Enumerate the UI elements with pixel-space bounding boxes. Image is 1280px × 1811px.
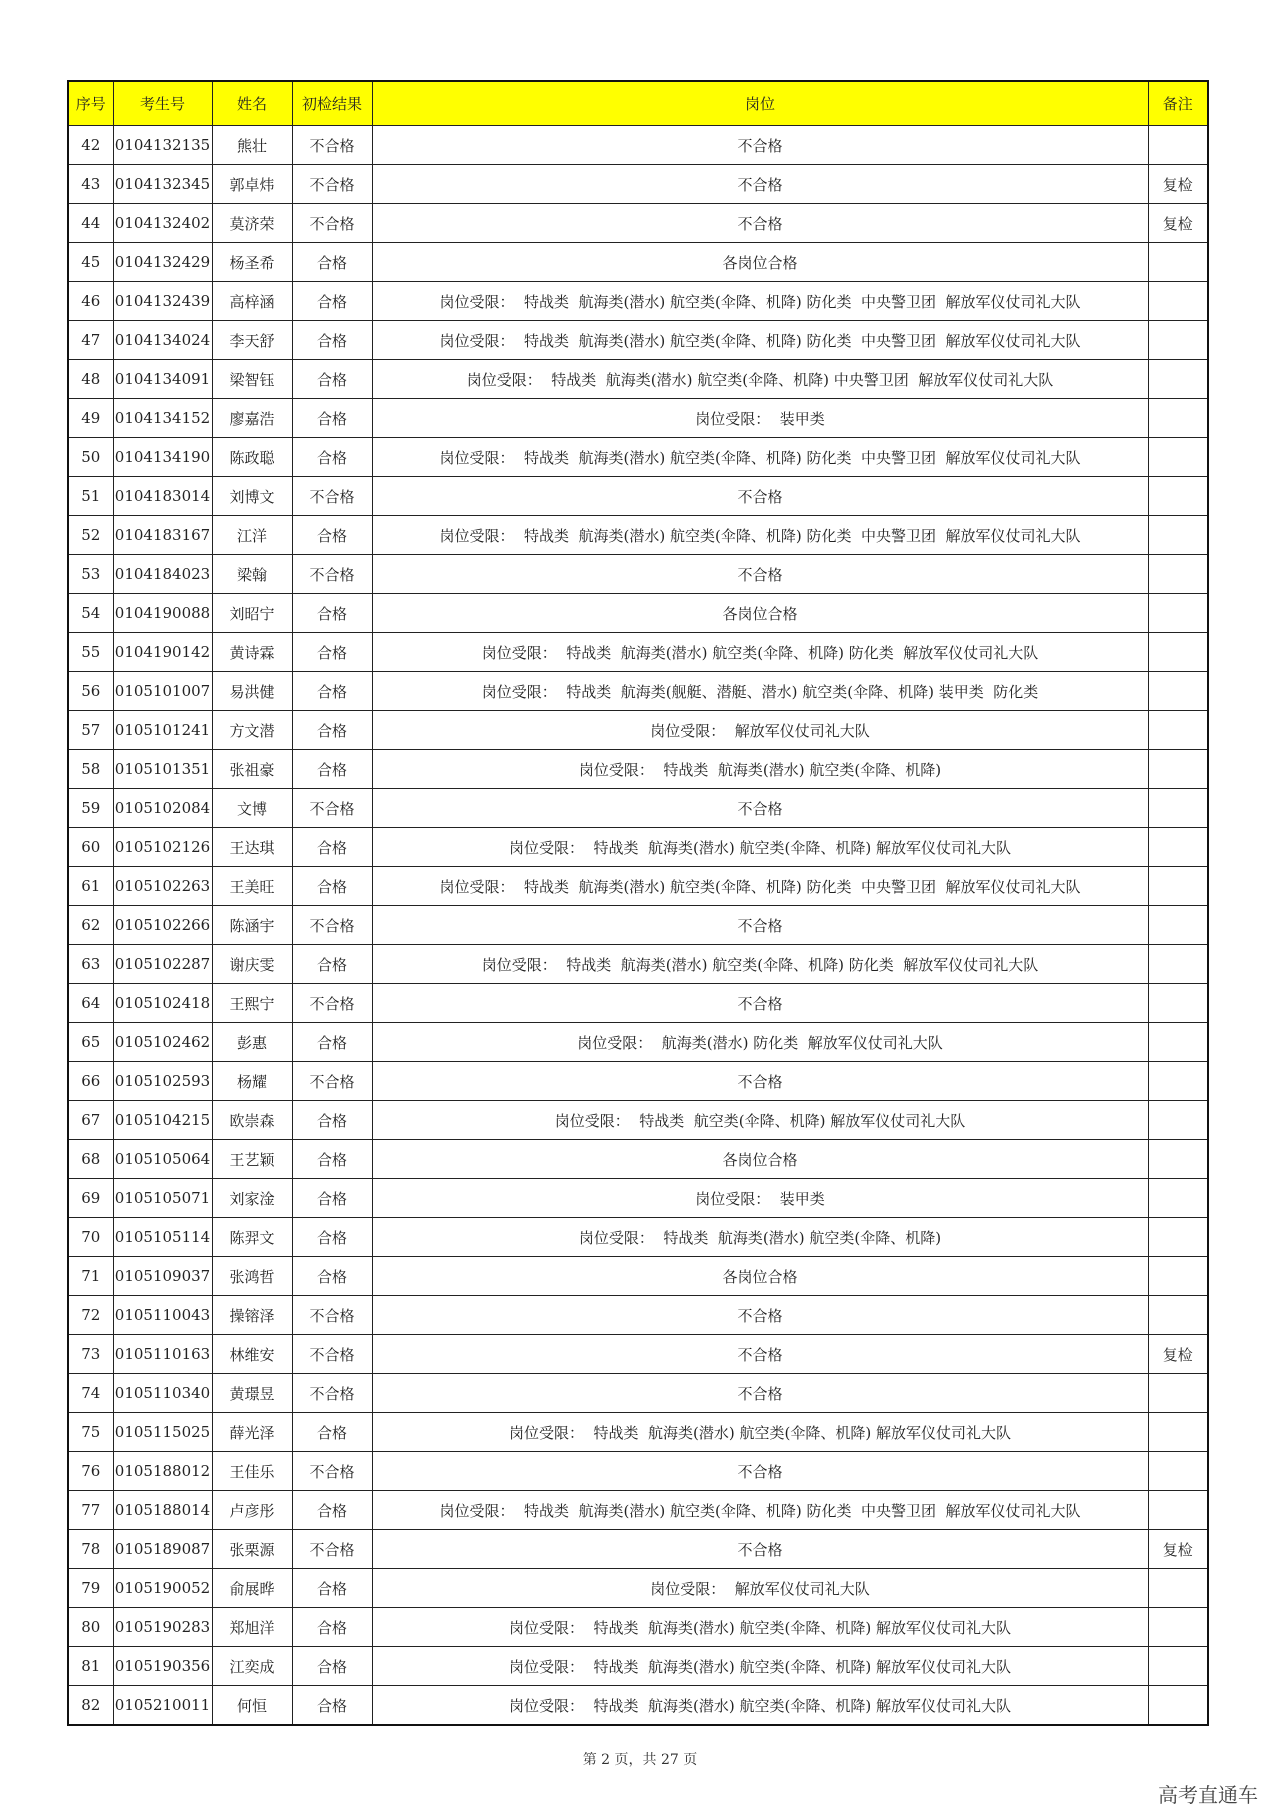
table-row [68,1647,1208,1686]
cell-remark [1148,1608,1208,1647]
cell-exam-id: 0104132429 [113,243,212,282]
table-row [68,1491,1208,1530]
cell-exam-id: 0105101351 [113,750,212,789]
table-row [68,438,1208,477]
watermark: 高考直通车 [1158,1783,1258,1807]
table-row [68,360,1208,399]
cell-exam-id: 0105101007 [113,672,212,711]
cell-remark [1148,321,1208,360]
cell-serial: 76 [68,1452,113,1491]
cell-initial-result: 不合格 [292,1374,372,1413]
cell-serial: 46 [68,282,113,321]
cell-exam-id: 0104134024 [113,321,212,360]
cell-name: 薛光泽 [212,1413,292,1452]
results-table-container [67,80,1207,1726]
header-position: 岗位 [372,81,1148,126]
cell-exam-id: 0104190142 [113,633,212,672]
table-row [68,1530,1208,1569]
cell-position: 不合格 [372,1335,1148,1374]
cell-position: 岗位受限： 特战类 航海类(潜水) 航空类(伞降、机降) 解放军仪仗司礼大队 [372,828,1148,867]
cell-name: 张鸿哲 [212,1257,292,1296]
cell-exam-id: 0104134091 [113,360,212,399]
table-row [68,1413,1208,1452]
cell-serial: 68 [68,1140,113,1179]
cell-remark: 复检 [1148,1530,1208,1569]
cell-serial: 56 [68,672,113,711]
cell-remark [1148,867,1208,906]
cell-initial-result: 合格 [292,711,372,750]
cell-serial: 55 [68,633,113,672]
cell-name: 梁翰 [212,555,292,594]
cell-position: 岗位受限： 特战类 航海类(舰艇、潜艇、潜水) 航空类(伞降、机降) 装甲类 防化类 [372,672,1148,711]
cell-exam-id: 0104184023 [113,555,212,594]
cell-exam-id: 0105102287 [113,945,212,984]
cell-name: 黄诗霖 [212,633,292,672]
cell-remark [1148,282,1208,321]
cell-serial: 53 [68,555,113,594]
table-row [68,555,1208,594]
cell-position: 不合格 [372,1062,1148,1101]
cell-initial-result: 合格 [292,1608,372,1647]
cell-position: 各岗位合格 [372,243,1148,282]
cell-position: 不合格 [372,1452,1148,1491]
cell-position: 岗位受限： 特战类 航海类(潜水) 航空类(伞降、机降) 中央警卫团 解放军仪仗司礼大队 [372,360,1148,399]
cell-remark [1148,594,1208,633]
table-row [68,1296,1208,1335]
cell-serial: 64 [68,984,113,1023]
cell-serial: 59 [68,789,113,828]
cell-initial-result: 合格 [292,750,372,789]
cell-serial: 60 [68,828,113,867]
cell-initial-result: 不合格 [292,1296,372,1335]
cell-name: 陈政聪 [212,438,292,477]
cell-name: 王达琪 [212,828,292,867]
cell-initial-result: 合格 [292,1179,372,1218]
table-row [68,1062,1208,1101]
cell-remark [1148,906,1208,945]
cell-serial: 51 [68,477,113,516]
cell-position: 不合格 [372,906,1148,945]
cell-position: 岗位受限： 解放军仪仗司礼大队 [372,1569,1148,1608]
cell-serial: 65 [68,1023,113,1062]
cell-name: 彭惠 [212,1023,292,1062]
cell-remark [1148,633,1208,672]
cell-exam-id: 0105102593 [113,1062,212,1101]
table-row [68,1140,1208,1179]
cell-name: 高梓涵 [212,282,292,321]
cell-initial-result: 不合格 [292,1452,372,1491]
cell-serial: 54 [68,594,113,633]
table-row [68,1101,1208,1140]
cell-exam-id: 0104132439 [113,282,212,321]
cell-name: 陈羿文 [212,1218,292,1257]
cell-position: 不合格 [372,165,1148,204]
cell-remark [1148,1647,1208,1686]
table-row [68,516,1208,555]
cell-name: 操镕泽 [212,1296,292,1335]
cell-initial-result: 不合格 [292,555,372,594]
cell-remark [1148,1452,1208,1491]
cell-position: 岗位受限： 特战类 航海类(潜水) 航空类(伞降、机降) 防化类 中央警卫团 解放军仪仗司礼大队 [372,282,1148,321]
header-remark: 备注 [1148,81,1208,126]
cell-initial-result: 不合格 [292,906,372,945]
cell-remark [1148,828,1208,867]
cell-exam-id: 0105102462 [113,1023,212,1062]
cell-position: 各岗位合格 [372,1140,1148,1179]
cell-initial-result: 合格 [292,516,372,555]
table-row [68,828,1208,867]
cell-remark [1148,945,1208,984]
table-row [68,711,1208,750]
table-row [68,1452,1208,1491]
cell-initial-result: 合格 [292,282,372,321]
cell-name: 谢庆雯 [212,945,292,984]
cell-serial: 48 [68,360,113,399]
cell-serial: 69 [68,1179,113,1218]
cell-exam-id: 0105210011 [113,1686,212,1726]
cell-exam-id: 0105110163 [113,1335,212,1374]
cell-name: 张祖豪 [212,750,292,789]
cell-name: 陈涵宇 [212,906,292,945]
cell-position: 岗位受限： 装甲类 [372,399,1148,438]
cell-name: 张栗源 [212,1530,292,1569]
cell-exam-id: 0105190283 [113,1608,212,1647]
cell-initial-result: 合格 [292,1569,372,1608]
cell-serial: 45 [68,243,113,282]
cell-name: 杨耀 [212,1062,292,1101]
cell-name: 方文潜 [212,711,292,750]
table-row [68,1335,1208,1374]
cell-initial-result: 合格 [292,1140,372,1179]
cell-name: 林维安 [212,1335,292,1374]
cell-position: 岗位受限： 解放军仪仗司礼大队 [372,711,1148,750]
cell-remark: 复检 [1148,165,1208,204]
cell-position: 岗位受限： 特战类 航海类(潜水) 航空类(伞降、机降) 解放军仪仗司礼大队 [372,1647,1148,1686]
cell-initial-result: 合格 [292,1257,372,1296]
cell-name: 欧崇森 [212,1101,292,1140]
cell-initial-result: 不合格 [292,789,372,828]
cell-position: 不合格 [372,204,1148,243]
table-row [68,282,1208,321]
table-row [68,204,1208,243]
table-row [68,789,1208,828]
cell-remark [1148,1062,1208,1101]
cell-initial-result: 不合格 [292,477,372,516]
cell-name: 刘博文 [212,477,292,516]
table-row [68,321,1208,360]
cell-remark [1148,672,1208,711]
cell-exam-id: 0105102418 [113,984,212,1023]
cell-remark [1148,1023,1208,1062]
table-row [68,1218,1208,1257]
cell-serial: 42 [68,126,113,165]
cell-serial: 79 [68,1569,113,1608]
cell-exam-id: 0104190088 [113,594,212,633]
cell-remark [1148,516,1208,555]
cell-exam-id: 0105105071 [113,1179,212,1218]
cell-exam-id: 0105190356 [113,1647,212,1686]
cell-serial: 71 [68,1257,113,1296]
cell-serial: 82 [68,1686,113,1726]
cell-initial-result: 合格 [292,828,372,867]
cell-name: 李天舒 [212,321,292,360]
cell-position: 岗位受限： 特战类 航海类(潜水) 航空类(伞降、机降) [372,1218,1148,1257]
table-row [68,243,1208,282]
table-row [68,1023,1208,1062]
cell-exam-id: 0105110340 [113,1374,212,1413]
cell-serial: 49 [68,399,113,438]
cell-serial: 81 [68,1647,113,1686]
header-serial: 序号 [68,81,113,126]
cell-remark [1148,1491,1208,1530]
cell-serial: 72 [68,1296,113,1335]
cell-initial-result: 不合格 [292,204,372,243]
page-number: 第 2 页，共 27 页 [582,1752,698,1768]
cell-initial-result: 合格 [292,243,372,282]
cell-serial: 78 [68,1530,113,1569]
table-row [68,984,1208,1023]
table-row [68,1179,1208,1218]
cell-name: 熊壮 [212,126,292,165]
cell-remark: 复检 [1148,204,1208,243]
cell-remark [1148,477,1208,516]
cell-serial: 75 [68,1413,113,1452]
table-row [68,906,1208,945]
table-row [68,672,1208,711]
cell-name: 杨圣希 [212,243,292,282]
cell-name: 刘昭宁 [212,594,292,633]
cell-serial: 77 [68,1491,113,1530]
table-row [68,867,1208,906]
cell-name: 王艺颖 [212,1140,292,1179]
cell-position: 岗位受限： 特战类 航海类(潜水) 航空类(伞降、机降) [372,750,1148,789]
cell-serial: 61 [68,867,113,906]
cell-exam-id: 0105102126 [113,828,212,867]
cell-position: 岗位受限： 特战类 航海类(潜水) 航空类(伞降、机降) 防化类 中央警卫团 解放军仪仗司礼大队 [372,321,1148,360]
cell-remark [1148,438,1208,477]
cell-serial: 67 [68,1101,113,1140]
cell-name: 王佳乐 [212,1452,292,1491]
cell-exam-id: 0105115025 [113,1413,212,1452]
cell-serial: 63 [68,945,113,984]
cell-position: 不合格 [372,984,1148,1023]
cell-position: 岗位受限： 特战类 航空类(伞降、机降) 解放军仪仗司礼大队 [372,1101,1148,1140]
cell-name: 郑旭洋 [212,1608,292,1647]
cell-initial-result: 不合格 [292,1530,372,1569]
cell-remark [1148,1218,1208,1257]
cell-initial-result: 合格 [292,633,372,672]
cell-serial: 62 [68,906,113,945]
cell-remark [1148,1569,1208,1608]
cell-initial-result: 不合格 [292,984,372,1023]
cell-initial-result: 合格 [292,321,372,360]
cell-serial: 43 [68,165,113,204]
cell-exam-id: 0105109037 [113,1257,212,1296]
cell-remark [1148,399,1208,438]
cell-position: 不合格 [372,1530,1148,1569]
cell-remark [1148,1374,1208,1413]
cell-remark [1148,984,1208,1023]
cell-initial-result: 合格 [292,1101,372,1140]
cell-initial-result: 不合格 [292,126,372,165]
cell-name: 莫济荣 [212,204,292,243]
cell-position: 不合格 [372,1374,1148,1413]
cell-remark [1148,1413,1208,1452]
cell-serial: 74 [68,1374,113,1413]
cell-remark [1148,711,1208,750]
header-exam-id: 考生号 [113,81,212,126]
cell-serial: 44 [68,204,113,243]
cell-exam-id: 0104134152 [113,399,212,438]
cell-serial: 52 [68,516,113,555]
cell-position: 岗位受限： 特战类 航海类(潜水) 航空类(伞降、机降) 解放军仪仗司礼大队 [372,1413,1148,1452]
cell-remark [1148,750,1208,789]
cell-initial-result: 合格 [292,1647,372,1686]
cell-name: 何恒 [212,1686,292,1726]
cell-position: 各岗位合格 [372,594,1148,633]
cell-position: 岗位受限： 特战类 航海类(潜水) 航空类(伞降、机降) 防化类 中央警卫团 解放军仪仗司礼大队 [372,1491,1148,1530]
cell-position: 岗位受限： 装甲类 [372,1179,1148,1218]
cell-serial: 57 [68,711,113,750]
cell-name: 廖嘉浩 [212,399,292,438]
cell-position: 不合格 [372,555,1148,594]
cell-remark [1148,1296,1208,1335]
cell-name: 王熙宁 [212,984,292,1023]
cell-exam-id: 0105102084 [113,789,212,828]
cell-exam-id: 0105110043 [113,1296,212,1335]
table-body [68,126,1208,1726]
cell-exam-id: 0104132345 [113,165,212,204]
cell-name: 梁智钰 [212,360,292,399]
cell-name: 王美旺 [212,867,292,906]
cell-exam-id: 0105189087 [113,1530,212,1569]
cell-serial: 50 [68,438,113,477]
cell-name: 易洪健 [212,672,292,711]
cell-remark [1148,789,1208,828]
cell-remark [1148,243,1208,282]
cell-name: 江奕成 [212,1647,292,1686]
table-row [68,1257,1208,1296]
table-row [68,750,1208,789]
results-table [67,80,1209,1726]
cell-name: 刘家淦 [212,1179,292,1218]
cell-position: 不合格 [372,126,1148,165]
cell-remark [1148,1686,1208,1726]
cell-position: 各岗位合格 [372,1257,1148,1296]
cell-exam-id: 0105190052 [113,1569,212,1608]
table-row [68,399,1208,438]
cell-initial-result: 合格 [292,1023,372,1062]
cell-initial-result: 合格 [292,438,372,477]
cell-remark [1148,1257,1208,1296]
cell-initial-result: 合格 [292,1413,372,1452]
cell-exam-id: 0105101241 [113,711,212,750]
cell-serial: 47 [68,321,113,360]
cell-remark [1148,1101,1208,1140]
header-name: 姓名 [212,81,292,126]
table-row [68,594,1208,633]
table-row [68,945,1208,984]
cell-position: 岗位受限： 特战类 航海类(潜水) 航空类(伞降、机降) 解放军仪仗司礼大队 [372,1686,1148,1726]
cell-exam-id: 0104132135 [113,126,212,165]
cell-initial-result: 合格 [292,945,372,984]
cell-exam-id: 0104132402 [113,204,212,243]
cell-name: 卢彦彤 [212,1491,292,1530]
cell-position: 岗位受限： 特战类 航海类(潜水) 航空类(伞降、机降) 防化类 中央警卫团 解放军仪仗司礼大队 [372,516,1148,555]
cell-serial: 73 [68,1335,113,1374]
cell-remark [1148,360,1208,399]
cell-initial-result: 合格 [292,672,372,711]
table-row [68,477,1208,516]
table-row [68,1374,1208,1413]
cell-remark: 复检 [1148,1335,1208,1374]
cell-exam-id: 0105104215 [113,1101,212,1140]
cell-position: 岗位受限： 航海类(潜水) 防化类 解放军仪仗司礼大队 [372,1023,1148,1062]
cell-name: 俞展晔 [212,1569,292,1608]
cell-remark [1148,1140,1208,1179]
cell-initial-result: 合格 [292,1686,372,1726]
table-row [68,1608,1208,1647]
cell-exam-id: 0105102263 [113,867,212,906]
table-row [68,165,1208,204]
cell-exam-id: 0104183167 [113,516,212,555]
cell-exam-id: 0105188014 [113,1491,212,1530]
table-row [68,126,1208,165]
cell-position: 不合格 [372,1296,1148,1335]
cell-remark [1148,126,1208,165]
header-initial-result: 初检结果 [292,81,372,126]
table-header-row [68,81,1208,126]
cell-position: 不合格 [372,789,1148,828]
cell-exam-id: 0105105064 [113,1140,212,1179]
cell-remark [1148,555,1208,594]
table-row [68,1569,1208,1608]
cell-initial-result: 合格 [292,1218,372,1257]
cell-name: 江洋 [212,516,292,555]
cell-position: 岗位受限： 特战类 航海类(潜水) 航空类(伞降、机降) 防化类 中央警卫团 解放军仪仗司礼大队 [372,867,1148,906]
cell-exam-id: 0104183014 [113,477,212,516]
table-row [68,633,1208,672]
cell-exam-id: 0105188012 [113,1452,212,1491]
cell-initial-result: 合格 [292,594,372,633]
cell-serial: 70 [68,1218,113,1257]
cell-name: 黄璟昱 [212,1374,292,1413]
cell-position: 岗位受限： 特战类 航海类(潜水) 航空类(伞降、机降) 防化类 中央警卫团 解放军仪仗司礼大队 [372,438,1148,477]
cell-position: 岗位受限： 特战类 航海类(潜水) 航空类(伞降、机降) 解放军仪仗司礼大队 [372,1608,1148,1647]
cell-serial: 58 [68,750,113,789]
table-row [68,1686,1208,1726]
cell-name: 文博 [212,789,292,828]
cell-name: 郭卓炜 [212,165,292,204]
cell-position: 不合格 [372,477,1148,516]
cell-position: 岗位受限： 特战类 航海类(潜水) 航空类(伞降、机降) 防化类 解放军仪仗司礼大队 [372,945,1148,984]
cell-initial-result: 合格 [292,867,372,906]
cell-position: 岗位受限： 特战类 航海类(潜水) 航空类(伞降、机降) 防化类 解放军仪仗司礼大队 [372,633,1148,672]
cell-initial-result: 不合格 [292,1062,372,1101]
cell-initial-result: 合格 [292,399,372,438]
cell-exam-id: 0104134190 [113,438,212,477]
cell-remark [1148,1179,1208,1218]
cell-initial-result: 不合格 [292,165,372,204]
cell-exam-id: 0105102266 [113,906,212,945]
cell-initial-result: 合格 [292,360,372,399]
cell-initial-result: 不合格 [292,1335,372,1374]
cell-serial: 80 [68,1608,113,1647]
cell-exam-id: 0105105114 [113,1218,212,1257]
cell-initial-result: 合格 [292,1491,372,1530]
cell-serial: 66 [68,1062,113,1101]
